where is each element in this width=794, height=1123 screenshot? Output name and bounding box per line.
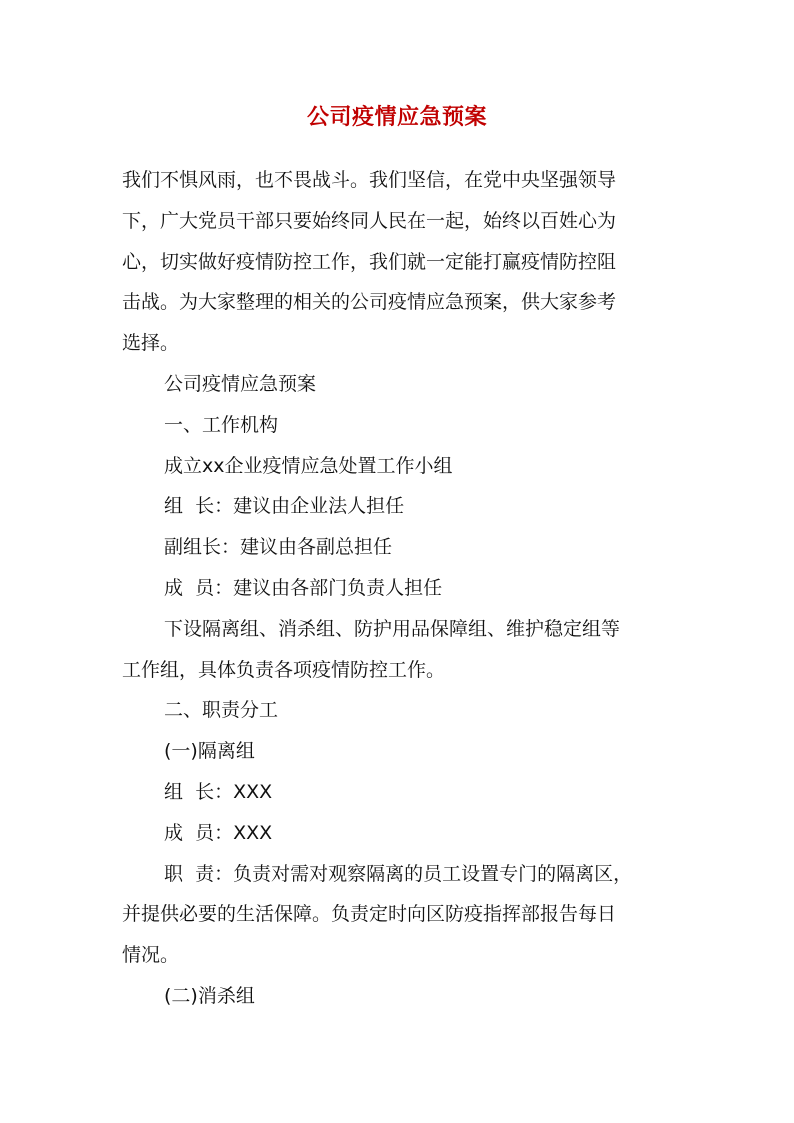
paragraph-line: 并提供必要的生活保障。负责定时向区防疫指挥部报告每日 <box>122 903 617 926</box>
document-title: 公司疫情应急预案 <box>306 104 487 130</box>
role-line: 组 长：建议由企业法人担任 <box>164 495 405 518</box>
intro-line: 下，广大党员干部只要始终同人民在一起，始终以百姓心为 <box>122 209 617 232</box>
intro-line: 我们不惧风雨，也不畏战斗。我们坚信，在党中央坚强领导 <box>122 169 617 191</box>
subsection-heading: (一)隔离组 <box>164 740 255 763</box>
role-line: 副组长：建议由各副总担任 <box>164 536 393 559</box>
section-title: 公司疫情应急预案 <box>164 372 317 395</box>
document-body <box>122 160 682 1017</box>
intro-line: 选择。 <box>122 332 180 355</box>
subsection-heading: (二)消杀组 <box>164 984 255 1007</box>
section-heading: 二、职责分工 <box>164 699 279 722</box>
paragraph-line: 下设隔离组、消杀组、防护用品保障组、维护稳定组等 <box>164 617 621 640</box>
role-line: 成 员：建议由各部门负责人担任 <box>164 576 443 599</box>
paragraph-line: 工作组，具体负责各项疫情防控工作。 <box>122 658 446 681</box>
role-line: 成 员：XXX <box>164 821 273 844</box>
paragraph: 成立xx企业疫情应急处置工作小组 <box>164 454 453 477</box>
intro-line: 击战。为大家整理的相关的公司疫情应急预案，供大家参考 <box>122 291 617 314</box>
intro-line: 心，切实做好疫情防控工作，我们就一定能打赢疫情防控阻 <box>122 250 617 273</box>
paragraph-line: 职 责：负责对需对观察隔离的员工设置专门的隔离区， <box>164 862 633 885</box>
role-line: 组 长：XXX <box>164 780 273 803</box>
paragraph-line: 情况。 <box>122 944 180 967</box>
section-heading: 一、工作机构 <box>164 413 279 436</box>
